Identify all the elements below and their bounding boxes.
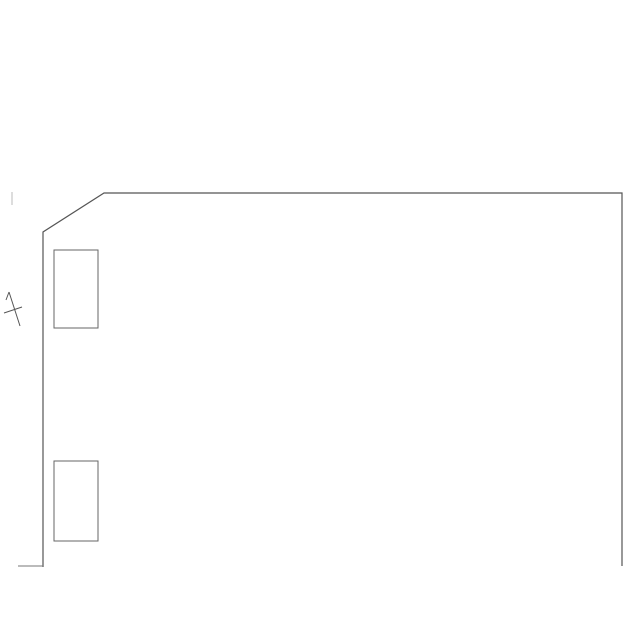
north-arrow-icon [4,292,22,326]
parking-space-53 [54,461,98,541]
lot-boundary [43,193,622,567]
parking-space-52 [54,250,98,328]
